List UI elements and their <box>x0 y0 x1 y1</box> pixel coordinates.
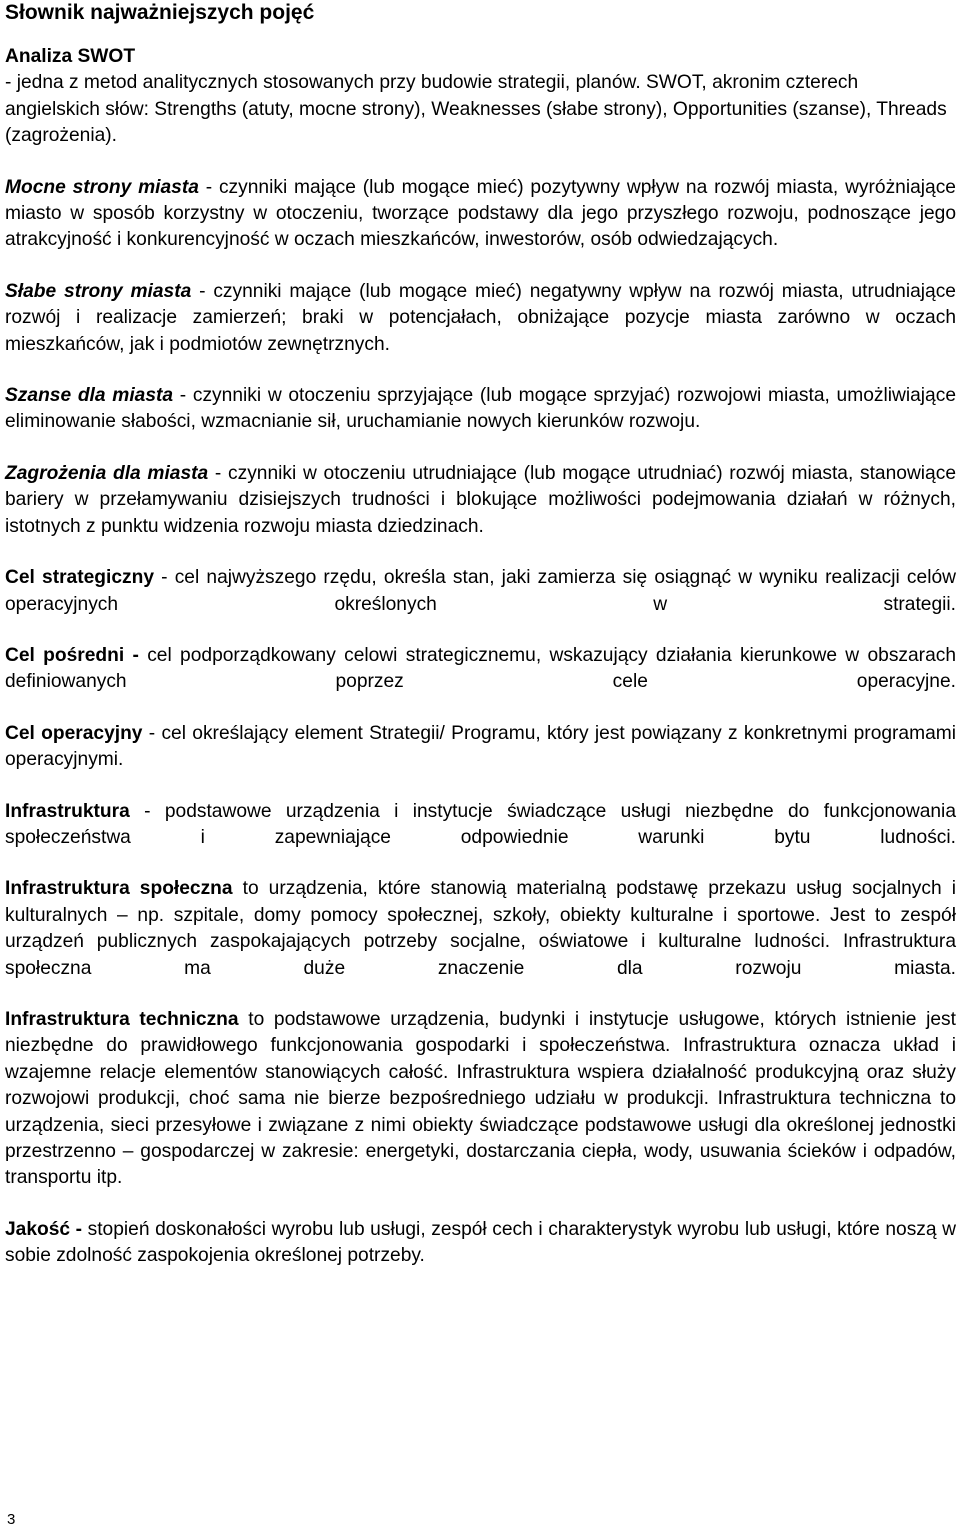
glossary-entry-szanse <box>5 383 956 436</box>
spacer <box>5 254 956 279</box>
entry-definition: stopień doskonałości wyrobu lub usługi, zespół cech i charakterystyk wyrobu lub usługi, które noszą w sobie zdolność zaspokojenia określonej potrzeby. <box>5 1218 956 1267</box>
glossary-entry-cel-posredni <box>5 643 956 696</box>
entry-definition: - czynniki mające (lub mogące mieć) negatywny wpływ na rozwój miasta, utrudniające rozwój i realizacje zamierzeń; braki w potencjałach, obniżające pozycje miasta zarówno w oczach mieszkańców, jak i podmiotów zewnętrznych. <box>5 280 956 355</box>
page-title: Słownik najważniejszych pojęć <box>5 1 315 24</box>
spacer <box>5 1192 956 1217</box>
document-page <box>5 0 956 1270</box>
entry-definition: - czynniki mające (lub mogące mieć) pozytywny wpływ na rozwój miasta, wyróżniające miasto w sposób korzystny w otoczeniu, tworzące podstawy dla jego przyszłego rozwoju, podnoszące jego atrakcyjność i konkurencyjność w oczach mieszkańców, inwestorów, osób odwiedzających. <box>5 176 956 251</box>
page-number: 3 <box>7 1511 16 1528</box>
spacer <box>5 150 956 175</box>
spacer <box>5 982 956 1007</box>
glossary-entry-infrastruktura-techniczna <box>5 1007 956 1192</box>
glossary-entry-infrastruktura <box>5 799 956 852</box>
spacer <box>5 618 956 643</box>
entry-definition: cel podporządkowany celowi strategicznemu, wskazujący działania kierunkowe w obszarach definiowanych poprzez cele operacyjne. <box>5 644 957 693</box>
glossary-entry-cel-strategiczny <box>5 565 956 618</box>
entry-term: Szanse dla miasta <box>5 385 174 407</box>
entry-definition: - czynniki w otoczeniu utrudniające (lub mogące utrudniać) rozwój miasta, stanowiące bariery w przełamywaniu dzisiejszych trudności i blokujące możliwości podejmowania działań w różnych, istotnych z punktu widzenia rozwoju miasta dziedzinach. <box>5 462 956 537</box>
spacer <box>5 696 956 721</box>
entry-definition: - czynniki w otoczeniu sprzyjające (lub mogące sprzyjać) rozwojowi miasta, umożliwiające eliminowanie słabości, wzmacnianie sił, uruchamianie nowych kierunków rozwoju. <box>5 385 956 433</box>
swot-text: - jedna z metod analitycznych stosowanych przy budowie strategii, planów. SWOT, akronim czterech angielskich słów: Strengths (atuty, mocne strony), Weaknesses (słabe strony), Opportunities (szanse), Threads (zagrożenia). <box>5 72 947 147</box>
entry-term: Cel pośredni - <box>5 644 139 666</box>
entry-term: Infrastruktura <box>5 800 130 822</box>
glossary-entry-zagrozenia <box>5 461 956 540</box>
entry-term: Jakość - <box>5 1218 83 1240</box>
spacer <box>5 358 956 383</box>
spacer <box>5 436 956 461</box>
glossary-entry-cel-operacyjny <box>5 721 956 774</box>
entry-term: Infrastruktura społeczna <box>5 878 233 900</box>
glossary-entry-infrastruktura-spoleczna <box>5 876 956 982</box>
spacer <box>5 774 956 799</box>
entry-term: Cel strategiczny <box>5 567 154 589</box>
entry-definition: to urządzenia, które stanowią materialną podstawę przekazu usług socjalnych i kulturalnych – np. szpitale, domy pomocy społecznej, szkoły, obiekty kulturalne i sportowe. Jest to zespół urządzeń publicznych zaspokajających potrzeby socjalne, oświatowe i kulturalne ludności. Infrastruktura społeczna ma duże znaczenie dla rozwoju miasta. <box>5 878 956 979</box>
entry-definition: to podstawowe urządzenia, budynki i instytucje usługowe, których istnienie jest niezbędne do prawidłowego funkcjonowania gospodarki i społeczeństwa. Infrastruktura oznacza układ i wzajemne relacje elementów stanowiących całość. Infrastruktura wspiera działalność produkcyjną oraz służy rozwojowi produkcji, choć sama nie bierze bezpośredniego udziału w produkcji. Infrastruktura techniczna to urządzenia, sieci przesyłowe i związane z nimi obiekty świadczące podstawowe usługi dla określonej jednostki przestrzenno – gospodarczej w zakresie: energetyki, dostarczania ciepła, wody, usuwania ścieków i odpadów, transportu itp. <box>5 1008 956 1189</box>
glossary-entry-jakosc <box>5 1217 956 1270</box>
entry-definition: - podstawowe urządzenia i instytucje świadczące usługi niezbędne do funkcjonowania społeczeństwa i zapewniające odpowiednie warunki bytu ludności. <box>5 800 956 848</box>
swot-heading: Analiza SWOT <box>5 46 136 67</box>
entry-term: Mocne strony miasta <box>5 176 199 198</box>
entry-term: Zagrożenia dla miasta <box>5 462 209 484</box>
entry-term: Infrastruktura techniczna <box>5 1008 239 1030</box>
glossary-entry-slabe-strony <box>5 279 956 358</box>
entry-term: Cel operacyjny <box>5 722 143 744</box>
swot-definition <box>5 44 956 150</box>
entry-definition: - cel określający element Strategii/ Programu, który jest powiązany z konkretnymi programami operacyjnymi. <box>5 722 956 771</box>
spacer <box>5 540 956 565</box>
spacer <box>5 851 956 876</box>
entry-term: Słabe strony miasta <box>5 280 192 302</box>
entry-definition: - cel najwyższego rzędu, określa stan, jaki zamierza się osiągnąć w wyniku realizacji celów operacyjnych określonych w strategii. <box>5 567 956 615</box>
glossary-entry-mocne-strony <box>5 175 956 254</box>
